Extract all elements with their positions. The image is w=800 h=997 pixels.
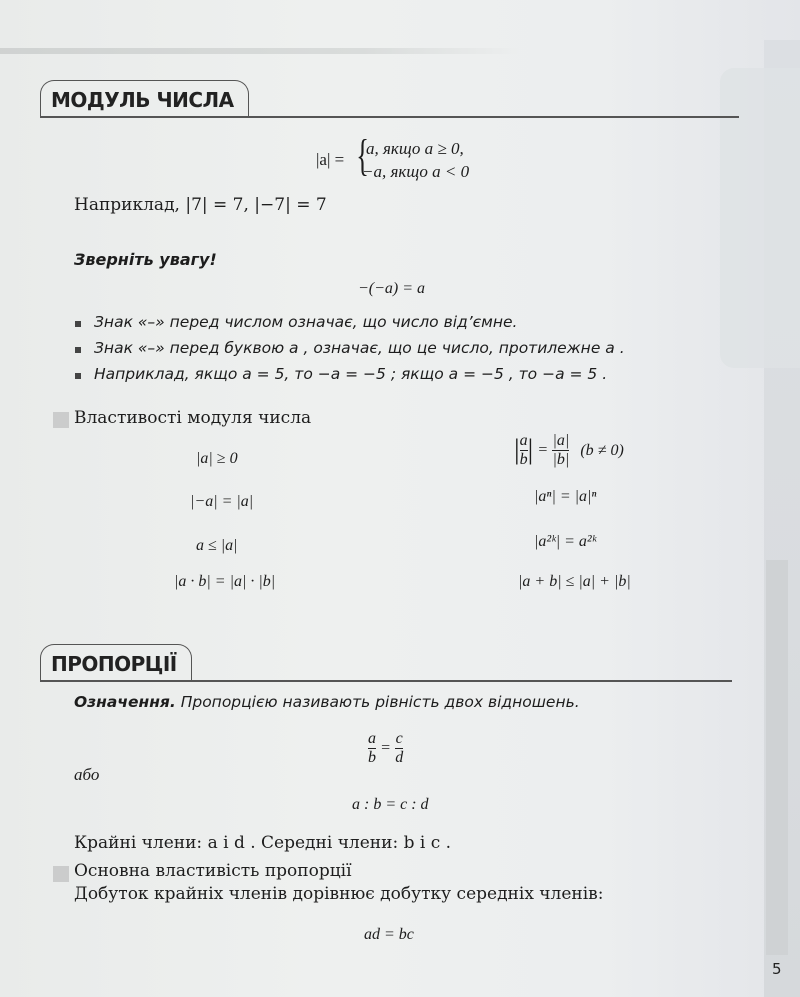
section-header-proportions: [40, 644, 740, 684]
example-text: Наприклад, |7| = 7, |−7| = 7: [74, 195, 327, 215]
properties-title: Властивості модуля числа: [74, 408, 312, 428]
fraction-numerator: a: [519, 432, 528, 449]
property-formula: |a + b| ≤ |a| + |b|: [518, 573, 631, 590]
fraction-condition: (b ≠ 0): [580, 441, 624, 459]
property-formula: |a · b| = |a| · |b|: [174, 573, 276, 590]
section-rule: [40, 680, 732, 682]
bullet-item: Наприклад, якщо a = 5, то −a = −5 ; якщо a = −5 , то −a = 5 .: [94, 365, 608, 383]
property-formula: a ≤ |a|: [196, 537, 238, 554]
equals-sign: =: [381, 739, 391, 757]
definition-label: Означення.: [74, 693, 176, 711]
fraction-denominator: b: [368, 749, 376, 766]
proportion-fraction-form: [368, 730, 403, 767]
property-formula: ad = bc: [364, 926, 414, 943]
property-formula: |a²ᵏ| = a²ᵏ: [534, 533, 597, 550]
brace-symbol: {: [356, 131, 369, 180]
section-header-modulus: [40, 80, 740, 120]
property-formula: |a| ≥ 0: [196, 450, 238, 467]
or-text: або: [74, 765, 100, 784]
page-edge-shadow: [0, 48, 520, 54]
page-number: 5: [772, 960, 782, 978]
fraction-numerator: |a|: [552, 432, 570, 449]
bullet-item: Знак «–» перед числом означає, що число від’ємне.: [94, 313, 518, 331]
property-text: Добуток крайніх членів дорівнює добутку середніх членів:: [74, 884, 604, 904]
definition-line: [74, 693, 580, 711]
subsection-marker: [53, 412, 69, 428]
fraction-modulus-property: | $\frac{a}{b}$ | = $\frac{|a|}{|b|}$ (b ≠ 0): [514, 432, 624, 468]
definition-lhs: |a| =: [316, 150, 345, 169]
fraction-denominator: d: [395, 749, 404, 766]
bullet-marker: [75, 373, 81, 379]
definition-case-1: a, якщо a ≥ 0,: [366, 139, 464, 158]
attention-title: Зверніть увагу!: [74, 250, 217, 269]
attention-formula: −(−a) = a: [358, 280, 426, 297]
property-title: Основна властивість пропорції: [74, 861, 352, 881]
section-title-proportions: ПРОПОРЦІЇ: [40, 644, 192, 681]
fraction-numerator: c: [395, 730, 403, 747]
members-text: Крайні члени: a і d . Середні члени: b і c .: [74, 833, 452, 853]
bullet-marker: [75, 347, 81, 353]
fraction-denominator: b: [519, 451, 528, 468]
property-formula: |aⁿ| = |a|ⁿ: [534, 488, 597, 505]
property-formula: |−a| = |a|: [190, 493, 254, 510]
fraction-denominator: |b|: [552, 451, 570, 468]
fraction-numerator: a: [368, 730, 376, 747]
section-title-modulus: МОДУЛЬ ЧИСЛА: [40, 80, 249, 117]
proportion-colon-form: a : b = c : d: [352, 796, 429, 813]
bullet-item: Знак «–» перед буквою a , означає, що це число, протилежне a .: [94, 339, 625, 357]
definition-case-2: −a, якщо a < 0: [362, 162, 470, 181]
section-rule: [40, 116, 739, 118]
page-side-band: [766, 560, 788, 955]
bullet-marker: [75, 321, 81, 327]
definition-text: Пропорцією називають рівність двох відношень.: [180, 693, 580, 711]
subsection-marker: [53, 866, 69, 882]
